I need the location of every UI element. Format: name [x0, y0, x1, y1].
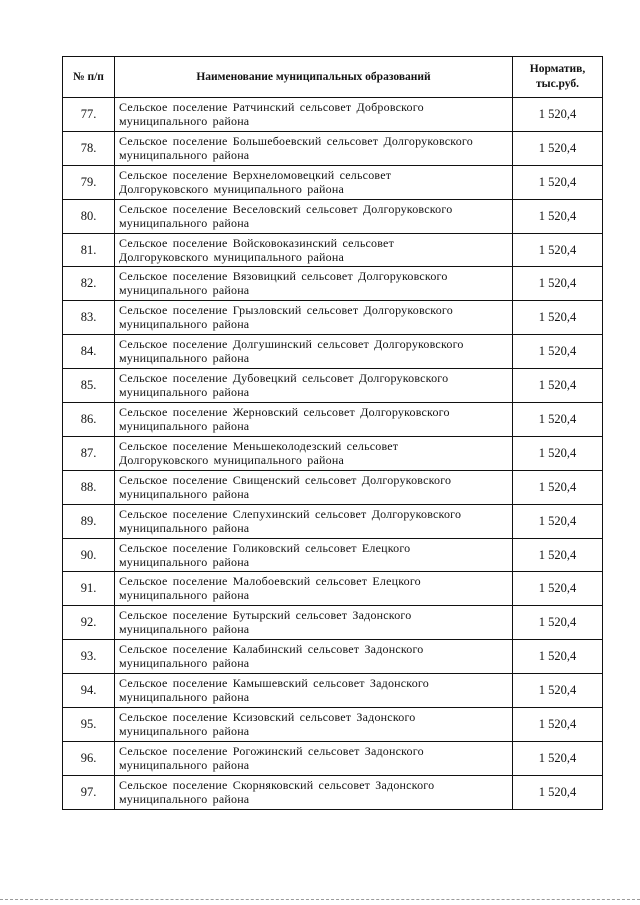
municipality-name-line2: Долгоруковского муниципального района	[119, 249, 345, 264]
table-row	[63, 741, 603, 775]
row-number: 87.	[63, 436, 115, 470]
municipality-name-line2: муниципального района	[119, 690, 250, 705]
norm-value: 1 520,4	[513, 674, 603, 708]
row-number: 93.	[63, 640, 115, 674]
municipality-name-line1: Сельское поселение Вязовицкий сельсовет Долгоруковского	[119, 269, 448, 284]
header-value	[513, 57, 603, 98]
table-header-row	[63, 57, 603, 98]
row-number: 88.	[63, 470, 115, 504]
table-row	[63, 199, 603, 233]
municipality-name	[115, 674, 513, 708]
row-number: 95.	[63, 708, 115, 742]
header-name: Наименование муниципальных образований	[115, 57, 513, 98]
municipality-name-line2: Долгоруковского муниципального района	[119, 181, 345, 196]
norm-value: 1 520,4	[513, 199, 603, 233]
municipality-name	[115, 572, 513, 606]
row-number: 91.	[63, 572, 115, 606]
municipality-name-line1: Сельское поселение Калабинский сельсовет Задонского	[119, 642, 424, 657]
norm-value: 1 520,4	[513, 470, 603, 504]
municipality-name-line1: Сельское поселение Долгушинский сельсовет Долгоруковского	[119, 337, 464, 352]
row-number: 77.	[63, 98, 115, 132]
row-number: 96.	[63, 741, 115, 775]
municipality-name-line2: муниципального района	[119, 385, 250, 400]
header-value-line2: тыс.руб.	[535, 78, 580, 90]
norm-value: 1 520,4	[513, 233, 603, 267]
municipality-name	[115, 199, 513, 233]
row-number: 80.	[63, 199, 115, 233]
municipality-name-line2: Долгоруковского муниципального района	[119, 452, 345, 467]
table-row	[63, 436, 603, 470]
municipality-name	[115, 98, 513, 132]
municipality-name-line1: Сельское поселение Камышевский сельсовет Задонского	[119, 676, 429, 691]
norm-value: 1 520,4	[513, 335, 603, 369]
norm-value: 1 520,4	[513, 369, 603, 403]
municipality-name-line1: Сельское поселение Скорняковский сельсовет Задонского	[119, 777, 435, 792]
municipality-name	[115, 165, 513, 199]
table-row	[63, 606, 603, 640]
row-number: 82.	[63, 267, 115, 301]
municipality-name-line2: муниципального района	[119, 656, 250, 671]
row-number: 81.	[63, 233, 115, 267]
table-row	[63, 775, 603, 809]
table-row	[63, 335, 603, 369]
municipality-name-line2: муниципального района	[119, 283, 250, 298]
table-row	[63, 403, 603, 437]
municipality-name	[115, 403, 513, 437]
municipality-name-line1: Сельское поселение Рогожинский сельсовет Задонского	[119, 743, 424, 758]
municipality-name	[115, 606, 513, 640]
norm-value: 1 520,4	[513, 741, 603, 775]
municipality-name-line2: муниципального района	[119, 351, 250, 366]
municipality-name	[115, 470, 513, 504]
municipality-name-line2: муниципального района	[119, 520, 250, 535]
municipality-name-line1: Сельское поселение Дубовецкий сельсовет Долгоруковского	[119, 371, 449, 386]
table-row	[63, 538, 603, 572]
norm-value: 1 520,4	[513, 504, 603, 538]
norm-value: 1 520,4	[513, 708, 603, 742]
municipality-name-line1: Сельское поселение Голиковский сельсовет Елецкого	[119, 540, 411, 555]
municipality-name-line1: Сельское поселение Большебоевский сельсовет Долгоруковского	[119, 133, 473, 148]
municipality-name	[115, 233, 513, 267]
municipality-name	[115, 267, 513, 301]
norm-value: 1 520,4	[513, 640, 603, 674]
municipality-name	[115, 335, 513, 369]
row-number: 94.	[63, 674, 115, 708]
municipality-name	[115, 640, 513, 674]
table-row	[63, 708, 603, 742]
norm-value: 1 520,4	[513, 403, 603, 437]
municipality-name	[115, 504, 513, 538]
municipality-name-line1: Сельское поселение Жерновский сельсовет Долгоруковского	[119, 405, 450, 420]
municipality-name-line2: муниципального района	[119, 757, 250, 772]
table-row	[63, 470, 603, 504]
municipality-name-line2: муниципального района	[119, 114, 250, 128]
municipality-name-line2: муниципального района	[119, 622, 250, 637]
norm-value: 1 520,4	[513, 538, 603, 572]
municipality-name-line2: муниципального района	[119, 317, 250, 332]
row-number: 83.	[63, 301, 115, 335]
municipality-name-line2: муниципального района	[119, 724, 250, 739]
table-row	[63, 233, 603, 267]
municipality-name	[115, 708, 513, 742]
norm-value: 1 520,4	[513, 131, 603, 165]
table-row	[63, 131, 603, 165]
norm-value: 1 520,4	[513, 301, 603, 335]
municipality-name	[115, 131, 513, 165]
table-row	[63, 674, 603, 708]
municipality-name	[115, 301, 513, 335]
municipality-name-line1: Сельское поселение Малобоевский сельсовет Елецкого	[119, 574, 421, 589]
municipality-name-line1: Сельское поселение Бутырский сельсовет Задонского	[119, 608, 412, 623]
table-row	[63, 165, 603, 199]
table-row	[63, 267, 603, 301]
table-row	[63, 369, 603, 403]
municipality-name-line1: Сельское поселение Ксизовский сельсовет Задонского	[119, 710, 416, 725]
header-value-line1: Норматив,	[529, 63, 586, 75]
norm-value: 1 520,4	[513, 436, 603, 470]
municipality-name-line1: Сельское поселение Верхнеломовецкий сельсовет	[119, 167, 392, 182]
municipality-name-line1: Сельское поселение Грызловский сельсовет Долгоруковского	[119, 303, 453, 318]
row-number: 85.	[63, 369, 115, 403]
header-num: № п/п	[63, 57, 115, 98]
municipality-name	[115, 775, 513, 809]
table-body	[63, 98, 603, 810]
municipality-name-line1: Сельское поселение Войсковоказинский сельсовет	[119, 235, 395, 250]
row-number: 97.	[63, 775, 115, 809]
norm-value: 1 520,4	[513, 606, 603, 640]
municipality-name-line2: муниципального района	[119, 588, 250, 603]
norm-value: 1 520,4	[513, 572, 603, 606]
municipality-name-line2: муниципального района	[119, 554, 250, 569]
municipality-name-line1: Сельское поселение Ратчинский сельсовет Добровского	[119, 100, 424, 114]
municipality-name-line1: Сельское поселение Свищенский сельсовет Долгоруковского	[119, 472, 452, 487]
norm-value: 1 520,4	[513, 267, 603, 301]
municipality-name-line1: Сельское поселение Слепухинский сельсовет Долгоруковского	[119, 506, 462, 521]
row-number: 89.	[63, 504, 115, 538]
municipality-name-line2: муниципального района	[119, 215, 250, 230]
page-bottom-dashed-line	[0, 899, 640, 900]
table-row	[63, 640, 603, 674]
table-row	[63, 301, 603, 335]
municipality-name-line2: муниципального района	[119, 147, 250, 162]
municipality-name-line1: Сельское поселение Меньшеколодезский сельсовет	[119, 438, 399, 453]
norm-value: 1 520,4	[513, 98, 603, 132]
norm-value: 1 520,4	[513, 165, 603, 199]
municipality-name	[115, 538, 513, 572]
row-number: 86.	[63, 403, 115, 437]
row-number: 79.	[63, 165, 115, 199]
row-number: 78.	[63, 131, 115, 165]
table-row	[63, 98, 603, 132]
municipality-name-line2: муниципального района	[119, 419, 250, 434]
row-number: 92.	[63, 606, 115, 640]
row-number: 84.	[63, 335, 115, 369]
municipality-name	[115, 436, 513, 470]
municipality-name-line2: муниципального района	[119, 791, 250, 806]
municipality-name-line1: Сельское поселение Веселовский сельсовет Долгоруковского	[119, 201, 453, 216]
municipality-name-line2: муниципального района	[119, 486, 250, 501]
norm-value: 1 520,4	[513, 775, 603, 809]
table-row	[63, 504, 603, 538]
norms-table	[62, 56, 603, 810]
municipality-name	[115, 369, 513, 403]
row-number: 90.	[63, 538, 115, 572]
table-row	[63, 572, 603, 606]
municipality-name	[115, 741, 513, 775]
